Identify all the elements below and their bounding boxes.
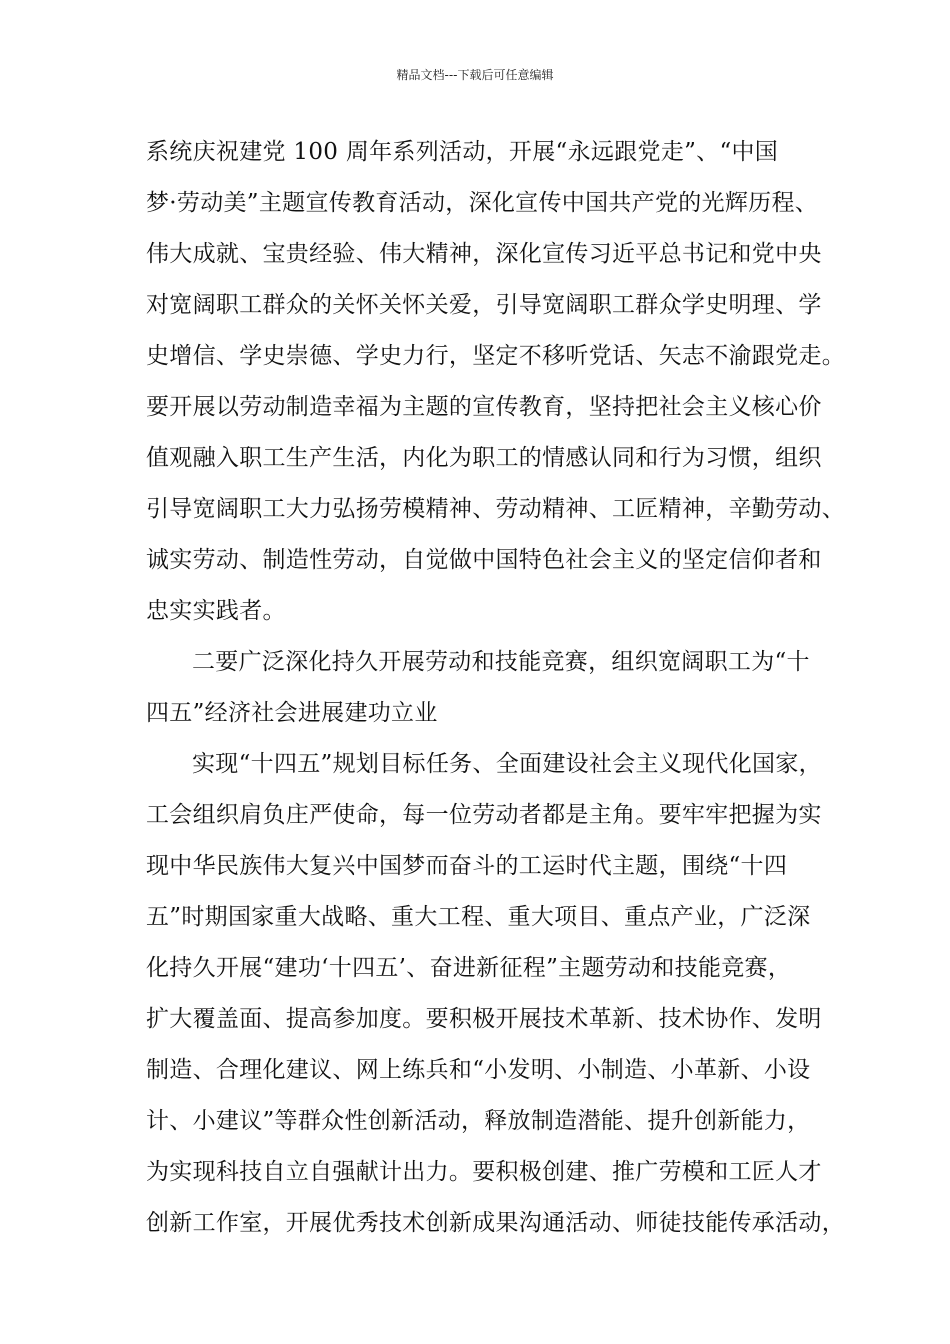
text-line: 实现“十四五”规划目标任务、全面建设社会主义现代化国家，	[192, 751, 822, 777]
text-line: 对宽阔职工群众的关怀关怀关爱，引导宽阔职工群众学史明理、学	[146, 292, 822, 318]
page-header: 精品文档---下载后可任意编辑	[396, 68, 554, 82]
text-line: 化持久开展“建功‘十四五’、奋进新征程”主题劳动和技能竞赛，	[146, 955, 792, 981]
text-line: 值观融入职工生产生活，内化为职工的情感认同和行为习惯，组织	[146, 445, 822, 471]
text-line: 四五”经济社会进展建功立业	[146, 700, 438, 726]
text-line: 计、小建议”等群众性创新活动，释放制造潜能、提升创新能力，	[146, 1108, 811, 1134]
text-line: 要开展以劳动制造幸福为主题的宣传教育，坚持把社会主义核心价	[146, 394, 822, 420]
text-line: 伟大成就、宝贵经验、伟大精神，深化宣传习近平总书记和党中央	[146, 241, 822, 267]
text-line: 史增信、学史崇德、学史力行，坚定不移听党话、矢志不渝跟党走。	[146, 343, 845, 369]
text-line: 创新工作室，开展优秀技术创新成果沟通活动、师徒技能传承活动，	[146, 1210, 845, 1236]
paragraph-1	[146, 131, 845, 641]
text-line: 忠实实践者。	[146, 598, 286, 624]
text-line: 二要广泛深化持久开展劳动和技能竞赛，组织宽阔职工为“十	[192, 649, 810, 675]
text-line: 诚实劳动、制造性劳动，自觉做中国特色社会主义的坚定信仰者和	[146, 547, 822, 573]
section-heading-paragraph	[146, 641, 836, 743]
text-line: 扩大覆盖面、提高参加度。要积极开展技术革新、技术协作、发明	[146, 1006, 822, 1032]
text-line: 为实现科技自立自强献计出力。要积极创建、推广劳模和工匠人才	[146, 1159, 822, 1185]
text-line: 五”时期国家重大战略、重大工程、重大项目、重点产业，广泛深	[146, 904, 811, 930]
text-line: 制造、合理化建议、网上练兵和“小发明、小制造、小革新、小设	[146, 1057, 811, 1083]
document-body	[146, 131, 845, 1253]
text-line: 梦·劳动美”主题宣传教育活动，深化宣传中国共产党的光辉历程、	[146, 190, 819, 216]
text-line: 系统庆祝建党 100 周年系列活动，开展“永远跟党走”、“中国	[146, 139, 779, 165]
text-line: 引导宽阔职工大力弘扬劳模精神、劳动精神、工匠精神，辛勤劳动、	[146, 496, 845, 522]
paragraph-3	[146, 743, 845, 1253]
text-line: 现中华民族伟大复兴中国梦而奋斗的工运时代主题，围绕“十四	[146, 853, 788, 879]
text-line: 工会组织肩负庄严使命，每一位劳动者都是主角。要牢牢把握为实	[146, 802, 822, 828]
